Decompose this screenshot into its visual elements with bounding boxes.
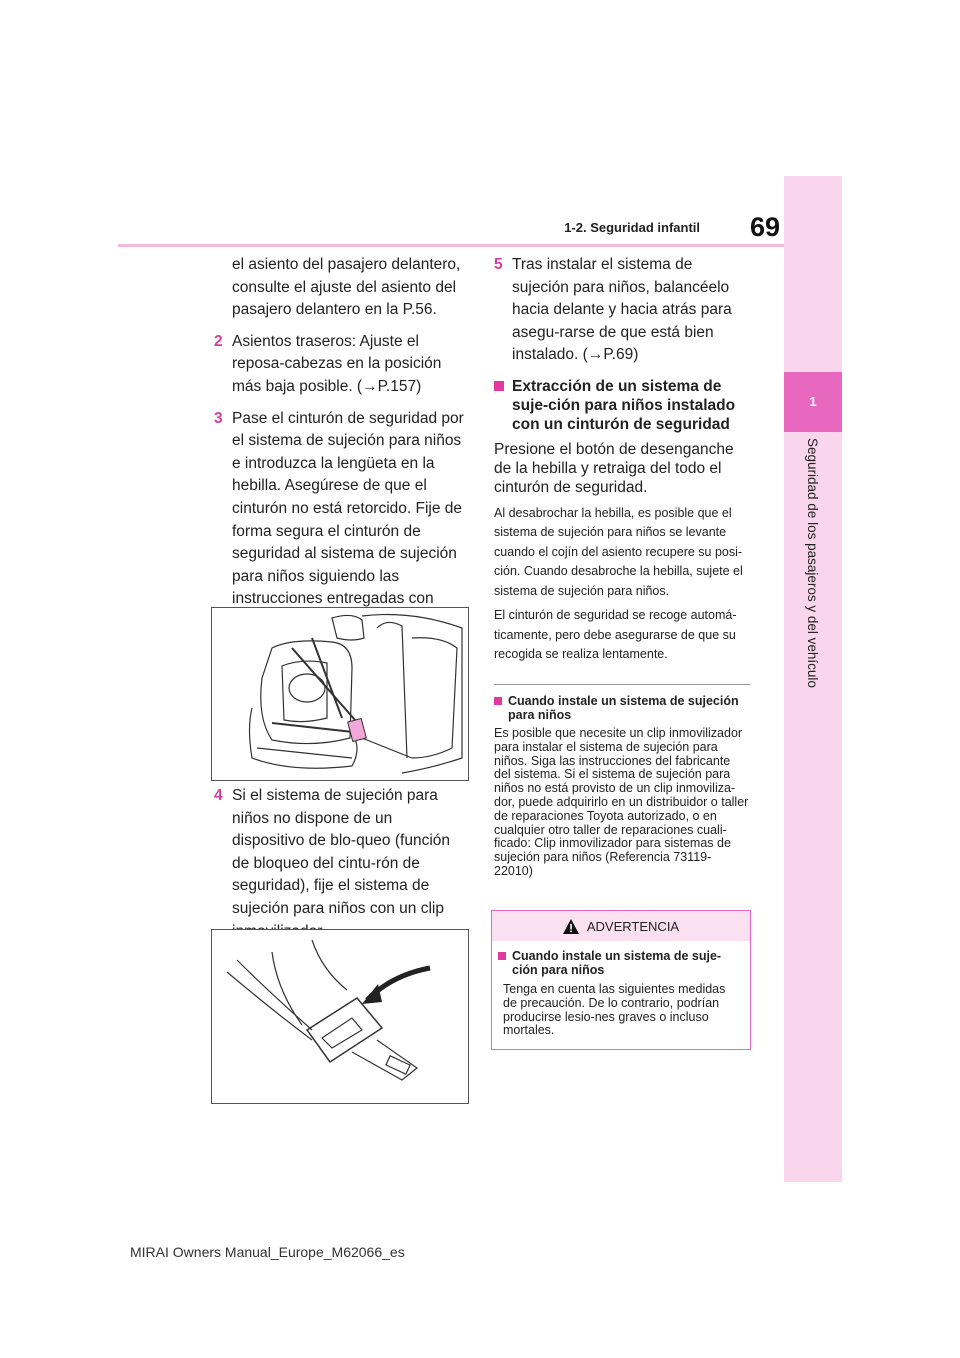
note-unbuckle: Al desabrochar la hebilla, es posible que el sistema de sujeción para niños se levante cuando el cojín del asiento recupere su posi-ción. Cuando desabroche la hebilla, sujete el sistema de sujeción para niños. [494, 505, 743, 598]
extraction-text: Presione el botón de desenganche de la hebilla y retraiga del todo el cinturón de seguridad. [494, 440, 734, 496]
warning-text: Tenga en cuenta las siguientes medidas de precaución. De lo contrario, podrían producirse lesio-nes graves o incluso mortales. [503, 982, 726, 1038]
warning-box [491, 910, 751, 1050]
warning-title: ADVERTENCIA [586, 918, 680, 934]
right-column [494, 254, 750, 879]
section-header: 1-2. Seguridad infantil [564, 220, 700, 235]
step-text: Tras instalar el sistema de sujeción para niños, balancéelo hacia delante y hacia atrás para asegu-rarse de que está bien instalado. (→P.69) [512, 256, 732, 364]
info-text: Es posible que necesite un clip inmovilizador para instalar el sistema de sujeción para niños. Siga las instrucciones del fabricante del sistema. Si el sistema de sujeción para niños no está provisto de un clip inmoviliza-dor, puede adquirirlo en un distribuidor o taller de reparaciones Toyota autorizado, o en cualquier otro taller de reparaciones cuali-ficado: Clip inmovilizador para sistemas de sujeción para niños (Referencia 73119-22010) [494, 725, 749, 878]
page-number: 69 [749, 212, 780, 242]
step-4 [214, 785, 468, 943]
footer-text: MIRAI Owners Manual_Europe_M62066_es [130, 1244, 405, 1260]
step-3 [214, 408, 468, 634]
warning-header [492, 911, 750, 941]
bullet-square-icon [498, 952, 506, 960]
section-divider [494, 684, 750, 685]
locking-clip-illustration [211, 929, 469, 1104]
step-number: 3 [214, 409, 223, 427]
child-seat-illustration [211, 607, 469, 781]
info-heading-text: Cuando instale un sistema de sujeción para niños [508, 693, 739, 722]
child-seat-drawing [212, 608, 468, 780]
step-number: 5 [494, 256, 503, 273]
continuation-text: el asiento del pasajero delantero, consulte el ajuste del asiento del pasajero delantero en la P.56. [232, 256, 461, 319]
chapter-tab[interactable]: 1 [784, 372, 842, 432]
chapter-title: Seguridad de los pasajeros y del vehículo [805, 438, 820, 688]
step-text: Si el sistema de sujeción para niños no dispone de un dispositivo de blo-queo (función de bloqueo del cintu-rón de seguridad), fije el sistema de sujeción para niños con un clip [232, 787, 450, 917]
step-number: 4 [214, 787, 223, 804]
step-5 [494, 254, 750, 367]
note-retract: El cinturón de seguridad se recoge automá-ticamente, pero debe asegurarse de que su recogida se realiza lentamente. [494, 608, 737, 662]
header-rule [118, 244, 784, 247]
info-heading [494, 694, 750, 722]
bullet-square-icon [494, 381, 504, 391]
left-column [214, 254, 468, 634]
step-text: Pase el cinturón de seguridad por el sistema de sujeción para niños e introduzca la lengüeta en la hebilla. Asegúrese de que el cinturón no está retorcido. Fije de forma segura el cinturón de seguridad al sistema de sujeción para niños siguiendo las instrucciones entregadas con [232, 409, 464, 608]
extraction-heading-text: Extracción de un sistema de suje-ción para niños instalado con un cinturón de seguridad [512, 377, 736, 433]
step-2 [214, 331, 468, 399]
bullet-square-icon [494, 697, 502, 705]
warning-body [492, 941, 750, 1038]
locking-clip-drawing [212, 930, 468, 1103]
step-number: 2 [214, 332, 223, 350]
step-4-block [214, 785, 468, 943]
extraction-heading [494, 377, 750, 434]
step-text: Asientos traseros: Ajuste el reposa-cabezas en la posición más baja posible. (→P.157) [232, 332, 442, 395]
warning-heading-text: Cuando instale un sistema de suje-ción para niños [512, 949, 722, 977]
warning-heading [498, 949, 742, 977]
warning-triangle-icon [563, 919, 579, 934]
